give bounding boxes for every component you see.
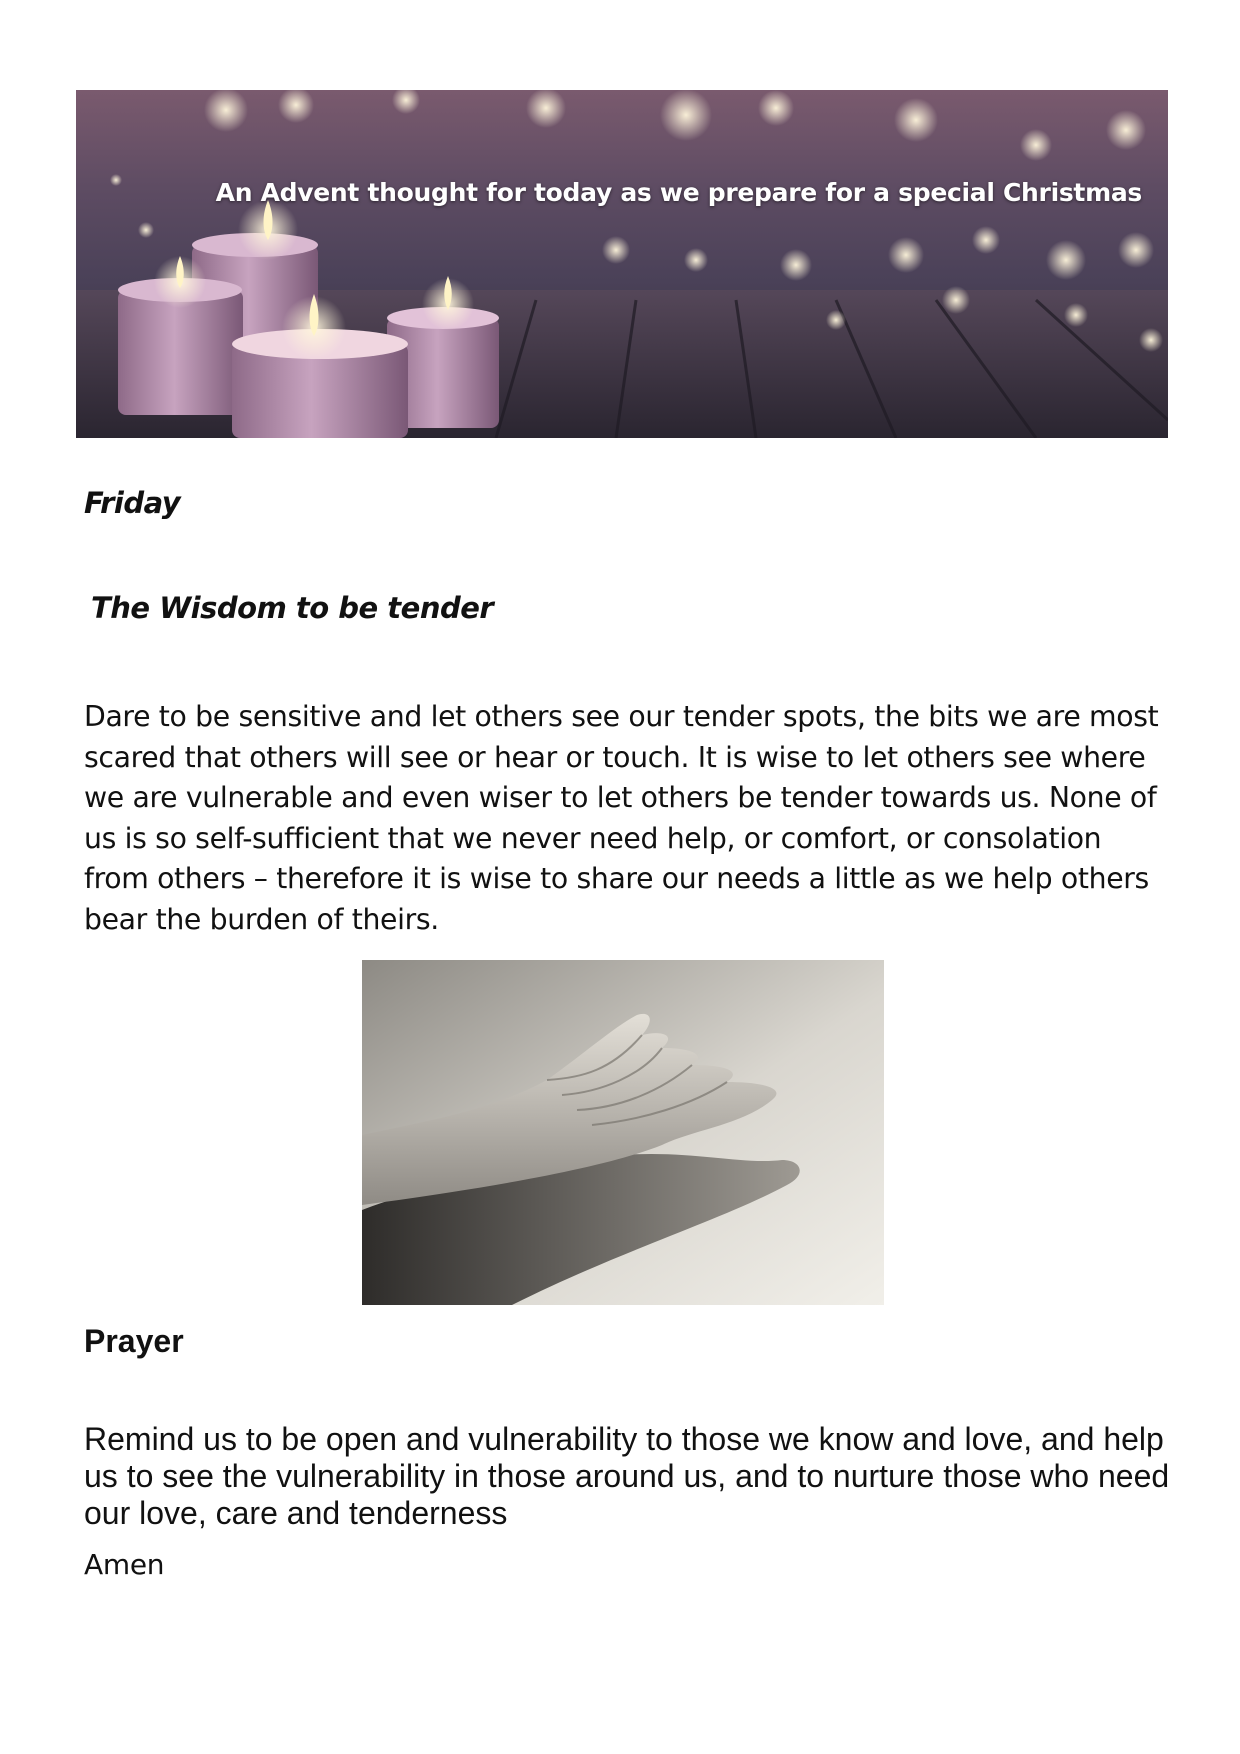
- thought-body: Dare to be sensitive and let others see our tender spots, the bits we are most scared that others will see or hear or touch. It is wise to let others see where we are vulnerable and even wiser to let others be tender towards us. None of us is so self-sufficient that we never need help, or comfort, or consolation from others – therefore it is wise to share our needs a little as we help others bear the burden of theirs.: [84, 700, 1159, 936]
- advent-candles-image: [76, 90, 1168, 438]
- cupped-hands-image: [362, 960, 884, 1305]
- banner-caption: An Advent thought for today as we prepare for a special Christmas: [215, 178, 1142, 207]
- thought-title: The Wisdom to be tender: [91, 591, 494, 625]
- prayer-heading: Prayer: [84, 1323, 184, 1359]
- amen-text: Amen: [84, 1548, 165, 1581]
- advent-banner: [76, 90, 1168, 438]
- day-heading: Friday: [84, 486, 181, 520]
- hands-image: [362, 960, 884, 1305]
- prayer-text: Remind us to be open and vulnerability to those we know and love, and help us to see the vulnerability in those around us, and to nurture those who need our love, care and tenderness: [84, 1421, 1170, 1531]
